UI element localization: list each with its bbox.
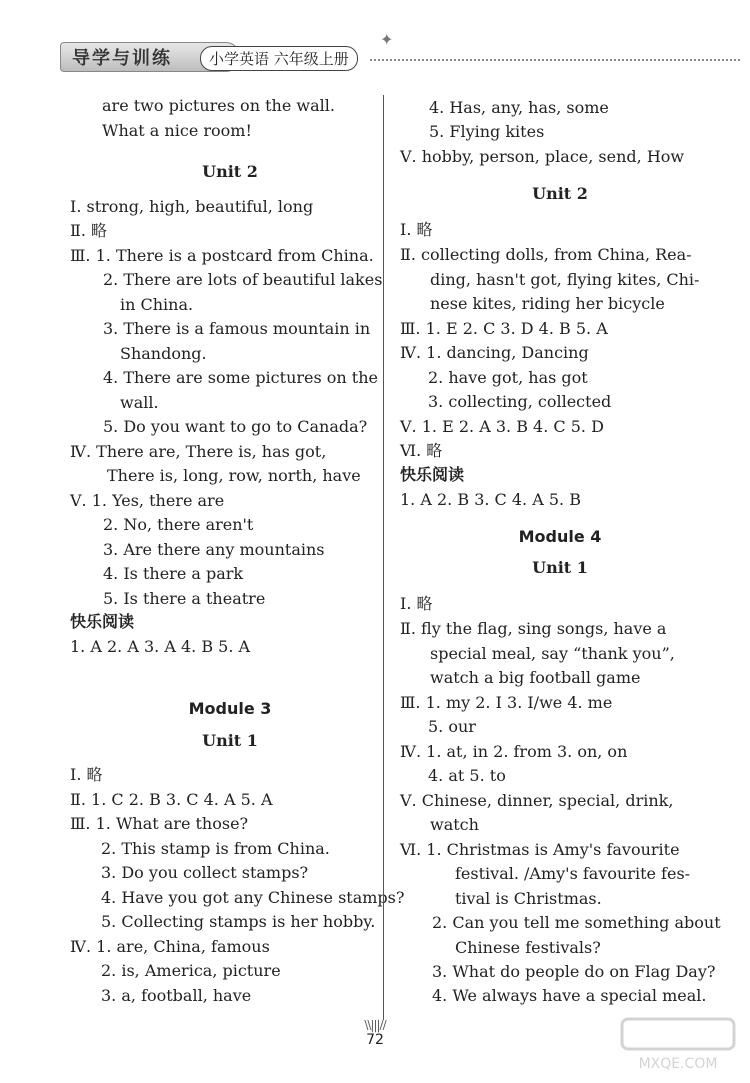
unit-heading: Unit 2 (202, 162, 258, 181)
text-line: 2. is, America, picture (101, 961, 281, 980)
text-line: 1. A 2. A 3. A 4. B 5. A (70, 637, 251, 656)
book-subtitle: 小学英语 六年级上册 (200, 46, 358, 71)
text-line: Ⅲ. 1. my 2. I 3. I/we 4. me (400, 693, 613, 712)
text-line: Ⅴ. hobby, person, place, send, How (400, 147, 685, 166)
text-line: Ⅰ. 略 (400, 594, 433, 613)
text-line: 4. Have you got any Chinese stamps? (101, 888, 405, 907)
text-line: Ⅳ. 1. dancing, Dancing (400, 343, 589, 362)
text-line: 2. Can you tell me something about (432, 913, 721, 932)
text-line: Ⅰ. 略 (400, 220, 433, 239)
text-line: watch (430, 815, 479, 834)
unit-heading: Unit 2 (532, 184, 588, 203)
text-line: 5. Flying kites (429, 122, 545, 141)
reading-heading: 快乐阅读 (400, 465, 465, 484)
text-line: Ⅳ. 1. at, in 2. from 3. on, on (400, 742, 628, 761)
text-line: Ⅲ. 1. E 2. C 3. D 4. B 5. A (400, 319, 608, 338)
text-line: Ⅱ. collecting dolls, from China, Rea- (400, 245, 692, 264)
text-line: There is, long, row, north, have (107, 466, 361, 485)
svg-text:MXQE.COM: MXQE.COM (638, 1056, 718, 1072)
text-line: festival. /Amy's favourite fes- (455, 864, 691, 883)
text-line: Ⅴ. Chinese, dinner, special, drink, (400, 791, 674, 810)
sunburst-icon: \\|||// (364, 1018, 386, 1032)
text-line: Ⅴ. 1. E 2. A 3. B 4. C 5. D (400, 417, 604, 436)
text-line: Chinese festivals? (455, 938, 601, 957)
star-icon: ✦ (380, 30, 394, 49)
text-line: 5. Collecting stamps is her hobby. (101, 912, 376, 931)
unit-heading: Unit 1 (202, 731, 258, 750)
text-line: Ⅳ. There are, There is, has got, (70, 442, 327, 461)
text-line: 3. Are there any mountains (103, 540, 325, 559)
text-line: 4. There are some pictures on the (103, 368, 379, 387)
text-line: 3. What do people do on Flag Day? (432, 962, 716, 981)
text-line: 4. Has, any, has, some (429, 98, 609, 117)
text-line: Ⅳ. 1. are, China, famous (70, 937, 270, 956)
text-line: 3. a, football, have (101, 986, 252, 1005)
module-heading: Module 3 (188, 699, 272, 718)
header-rule (370, 59, 740, 61)
text-line: 3. Do you collect stamps? (101, 863, 309, 882)
text-line: 3. There is a famous mountain in (103, 319, 371, 338)
text-line: Ⅴ. 1. Yes, there are (70, 491, 225, 510)
page-footer (340, 1018, 410, 1058)
text-line: What a nice room! (102, 121, 252, 140)
text-line: nese kites, riding her bicycle (430, 294, 665, 313)
module-heading: Module 4 (518, 527, 602, 546)
text-line: 5. our (428, 717, 476, 736)
text-line: Ⅱ. 1. C 2. B 3. C 4. A 5. A (70, 790, 273, 809)
text-line: are two pictures on the wall. (102, 96, 335, 115)
text-line: 1. A 2. B 3. C 4. A 5. B (400, 490, 581, 509)
text-line: watch a big football game (430, 668, 641, 687)
text-line: special meal, say “thank you”, (430, 644, 675, 663)
text-line: wall. (120, 393, 159, 412)
text-line: 2. This stamp is from China. (101, 839, 330, 858)
text-line: Ⅵ. 1. Christmas is Amy's favourite (400, 840, 680, 859)
text-line: 5. Is there a theatre (103, 589, 266, 608)
text-line: 4. Is there a park (103, 564, 244, 583)
text-line: Ⅲ. 1. There is a postcard from China. (70, 246, 374, 265)
text-line: 2. There are lots of beautiful lakes (103, 270, 383, 289)
unit-heading: Unit 1 (532, 558, 588, 577)
text-line: Ⅱ. fly the flag, sing songs, have a (400, 619, 667, 638)
text-line: 4. at 5. to (428, 766, 506, 785)
text-line: Ⅰ. 略 (70, 765, 103, 784)
text-line: Ⅵ. 略 (400, 441, 443, 460)
text-line: Ⅱ. 略 (70, 221, 108, 240)
page-header (50, 30, 740, 78)
text-line: in China. (120, 295, 194, 314)
text-line: 3. collecting, collected (428, 392, 612, 411)
text-line: 4. We always have a special meal. (432, 986, 707, 1005)
text-line: Ⅰ. strong, high, beautiful, long (70, 197, 314, 216)
watermark-logo (618, 1015, 738, 1075)
text-line: ding, hasn't got, flying kites, Chi- (430, 270, 700, 289)
text-line: Ⅲ. 1. What are those? (70, 814, 249, 833)
text-line: tival is Christmas. (455, 889, 602, 908)
text-line: 2. No, there aren't (103, 515, 254, 534)
book-title: 导学与训练 (72, 48, 172, 69)
text-line: Shandong. (120, 344, 207, 363)
column-divider (383, 95, 384, 1020)
reading-heading: 快乐阅读 (70, 612, 135, 631)
page-number: 72 (366, 1032, 384, 1048)
text-line: 2. have got, has got (428, 368, 588, 387)
text-line: 5. Do you want to go to Canada? (103, 417, 368, 436)
